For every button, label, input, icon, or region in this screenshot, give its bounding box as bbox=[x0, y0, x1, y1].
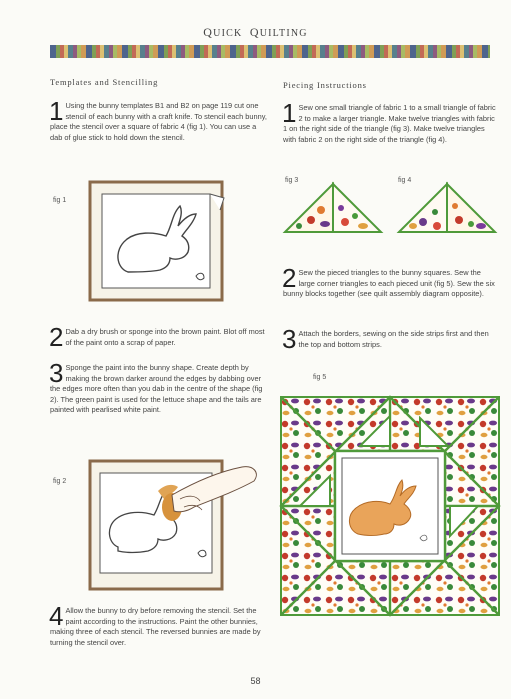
right-step-3: 3 Attach the borders, sewing on the side strips first and then the top and bottom strips. bbox=[282, 324, 489, 354]
page-number: 58 bbox=[250, 676, 261, 686]
left-step-1: 1 Using the bunny templates B1 and B2 on page 119 cut one stencil of each bunny with a craft knife. To stencil each bunny, place the stencil over a square of fabric 4 (fig 1). You can use a dab of glue stick to hold down the stencil. bbox=[49, 96, 267, 142]
right-step-2: 2 Sew the pieced triangles to the bunny squares. Sew the large corner triangles to each pieced unit (fig 5). Sew the six bunny blocks together (see quilt assembly diagram opposite). bbox=[282, 263, 495, 299]
fig5-label: fig 5 bbox=[313, 374, 327, 381]
fig4-pieced-triangle bbox=[397, 180, 497, 235]
fig3-label: fig 3 bbox=[285, 177, 299, 184]
fig4-label: fig 4 bbox=[398, 177, 412, 184]
fig2-sponging-illustration bbox=[88, 455, 266, 595]
fig1-label: fig 1 bbox=[53, 197, 67, 204]
fig2-label: fig 2 bbox=[53, 478, 67, 485]
fig5-bunny-block bbox=[280, 396, 500, 616]
decorative-fabric-band bbox=[50, 45, 490, 58]
fig1-stencil-illustration bbox=[88, 180, 238, 305]
left-step-3: 3 Sponge the paint into the bunny shape. Create depth by making the brown darker around the edges by dabbing over the edges more often than you dab in the centre of the shape (fig 2). The green paint is used for the lettuce shape and the tails are painted with pearlised white paint. bbox=[49, 358, 263, 415]
section-title-templates: Templates and Stencilling bbox=[50, 77, 159, 87]
section-title-piecing: Piecing Instructions bbox=[283, 80, 367, 90]
running-header: QUICK QUILTING bbox=[203, 25, 308, 39]
left-step-2: 2 Dab a dry brush or sponge into the brown paint. Blot off most of the paint onto a scrap of paper. bbox=[49, 322, 265, 352]
left-step-4: 4 Allow the bunny to dry before removing the stencil. Set the paint according to the instructions. Paint the other bunnies, making three of each stencil. The reversed bunnies are made by turning the stencil over. bbox=[49, 601, 261, 647]
right-step-1: 1 Sew one small triangle of fabric 1 to a small triangle of fabric 2 to make a larger triangle. Make twelve triangles with fabric 1 on the right side of the triangle (fig 3). Make twelve triangles with fabric 2 on the right side of the triangle (fig 4). bbox=[282, 98, 496, 144]
fig3-pieced-triangle bbox=[283, 180, 383, 235]
